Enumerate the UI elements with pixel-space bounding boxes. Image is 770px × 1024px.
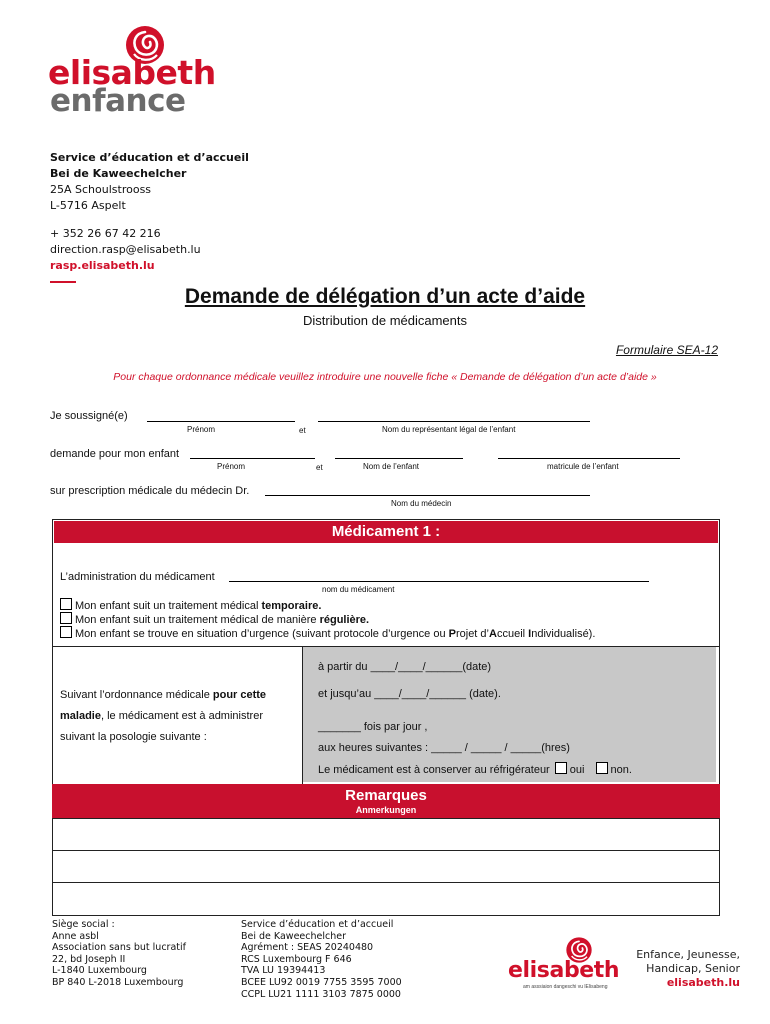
option-temporaire-text: Mon enfant suit un traitement médical <box>75 600 262 612</box>
left-2-post: , le médicament est à administrer <box>100 710 263 722</box>
address-city: L-5716 Aspelt <box>50 199 126 212</box>
nom-representant-caption: Nom du représentant légal de l’enfant <box>382 425 516 434</box>
footer-col2-line: Service d’éducation et d’accueil <box>241 919 394 930</box>
footer-service <box>241 919 402 1000</box>
matricule-caption: matricule de l’enfant <box>547 462 619 471</box>
footer-col1-line: 22, bd Joseph II <box>52 953 126 965</box>
je-soussigne-label: Je soussigné(e) <box>50 410 128 422</box>
checkbox-non[interactable] <box>596 762 608 774</box>
remarques-line-1[interactable] <box>53 819 719 851</box>
remarques-sub: Anmerkungen <box>355 805 417 815</box>
website-link[interactable]: rasp.elisabeth.lu <box>50 259 155 272</box>
left-2-bold: maladie <box>60 710 101 722</box>
remarques-title: Remarques <box>345 787 427 804</box>
option-temporaire[interactable] <box>60 598 321 612</box>
remarques-line-3[interactable] <box>53 883 719 915</box>
option-reguliere-text: Mon enfant suit un traitement médical de manière <box>75 614 320 626</box>
footer-col1-line: L-1840 Luxembourg <box>52 965 147 977</box>
logo-elisabeth: elisabeth <box>48 53 216 92</box>
fois-par-jour[interactable]: _______ fois par jour , <box>318 721 428 733</box>
prenom-caption: Prénom <box>187 425 216 434</box>
footer-col1-line: Siège social : <box>52 919 115 930</box>
oui-label: oui <box>569 764 585 776</box>
frigo-label: Le médicament est à conserver au réfrigérateur <box>318 764 550 776</box>
option-temporaire-bold: temporaire. <box>261 600 322 612</box>
footer-col2-line: CCPL LU21 1111 3103 7875 0000 <box>241 988 401 1000</box>
footer-col2-line: Bei de Kaweechelcher <box>241 930 346 942</box>
footer-col2-line: Agrément : SEAS 20240480 <box>241 942 374 954</box>
address-block <box>50 150 249 274</box>
checkbox-reguliere[interactable] <box>60 612 72 624</box>
phone: + 352 26 67 42 216 <box>50 227 161 240</box>
red-divider <box>50 281 76 283</box>
refrigerateur-row <box>318 762 632 776</box>
et2-caption: et <box>316 463 323 472</box>
left-3: suivant la posologie suivante : <box>60 731 207 743</box>
prescription-label: sur prescription médicale du médecin Dr. <box>50 485 250 497</box>
footer-site-link[interactable]: elisabeth.lu <box>666 976 740 989</box>
footer-col2-line: BCEE LU92 0019 7755 3595 7000 <box>241 976 402 988</box>
footer-col2-line: RCS Luxembourg F 646 <box>241 953 352 965</box>
footer-logo: elisabeth <box>508 958 620 983</box>
nom-medecin-caption: Nom du médecin <box>391 499 452 508</box>
logo-enfance: enfance <box>50 83 186 119</box>
instruction-text: Pour chaque ordonnance médicale veuillez introduire une nouvelle fiche « Demande de délégation d’un acte d’aide » <box>113 371 657 383</box>
slogan-line-2: Handicap, Senior <box>646 962 740 975</box>
address-street: 25A Schoulstrooss <box>50 183 152 196</box>
opt3-b: rojet d’ <box>455 628 489 640</box>
service-sub: Bei de Kaweechelcher <box>50 167 187 180</box>
non-label: non. <box>610 764 632 776</box>
opt3-a2: A <box>489 628 497 640</box>
date-debut[interactable]: à partir du ____/____/______(date) <box>318 661 492 673</box>
nom-enfant-field[interactable] <box>335 458 463 459</box>
footer-col1-line: Anne asbl <box>52 930 99 942</box>
opt3-c: ccueil <box>496 628 529 640</box>
nom-medecin-field[interactable] <box>265 495 590 496</box>
nom-medicament-field[interactable] <box>229 581 649 582</box>
page-title: Demande de délégation d’un acte d’aide <box>184 285 586 308</box>
opt3-a: Mon enfant se trouve en situation d’urgence (suivant protocole d’urgence ou <box>75 628 449 640</box>
opt3-d: ndividualisé). <box>531 628 596 640</box>
footer-logo-tagline: am asssiaion dangeschi vu lElisabeng <box>523 984 608 990</box>
service-name: Service d’éducation et d’accueil <box>50 151 249 164</box>
nom-enfant-caption: Nom de l’enfant <box>363 462 420 471</box>
administration-label: L’administration du médicament <box>60 571 215 583</box>
checkbox-oui[interactable] <box>555 762 567 774</box>
footer-col1-line: Association sans but lucratif <box>52 942 186 954</box>
left-1-bold: pour cette <box>212 689 267 701</box>
page-subtitle: Distribution de médicaments <box>302 313 468 328</box>
footer-col2-line: TVA LU 19394413 <box>241 965 326 977</box>
left-1-pre: Suivant l’ordonnance médicale <box>60 689 213 701</box>
opt3-p: P <box>448 628 456 640</box>
footer-slogan <box>636 948 740 990</box>
heures-suivantes[interactable]: aux heures suivantes : _____ / _____ / _____(hres) <box>318 742 570 754</box>
prenom-enfant-field[interactable] <box>190 458 315 459</box>
matricule-enfant-field[interactable] <box>498 458 680 459</box>
demande-enfant-label: demande pour mon enfant <box>50 448 180 460</box>
remarques-header <box>52 784 720 818</box>
checkbox-urgence[interactable] <box>60 626 72 638</box>
option-reguliere[interactable] <box>60 612 369 626</box>
prenom-enfant-caption: Prénom <box>217 462 246 471</box>
checkbox-temporaire[interactable] <box>60 598 72 610</box>
date-fin[interactable]: et jusqu’au ____/____/______ (date). <box>318 688 501 700</box>
slogan-line-1: Enfance, Jeunesse, <box>636 948 740 961</box>
posology-left-text <box>60 685 266 748</box>
form-reference: Formulaire SEA-12 <box>615 343 718 357</box>
remarques-line-2[interactable] <box>53 851 719 883</box>
footer-col1-line: BP 840 L-2018 Luxembourg <box>52 976 184 988</box>
footer-siege <box>52 919 186 989</box>
option-urgence[interactable] <box>60 626 595 640</box>
option-reguliere-bold: régulière. <box>319 614 370 626</box>
nom-representant-field[interactable] <box>318 421 590 422</box>
medicament-header: Médicament 1 : <box>54 521 718 543</box>
opt3-i: I <box>528 628 532 640</box>
et-caption: et <box>299 426 306 435</box>
remarques-table <box>52 818 720 916</box>
email-link[interactable]: direction.rasp@elisabeth.lu <box>50 243 201 256</box>
nom-medicament-caption: nom du médicament <box>322 585 395 594</box>
prenom-representant-field[interactable] <box>147 421 295 422</box>
